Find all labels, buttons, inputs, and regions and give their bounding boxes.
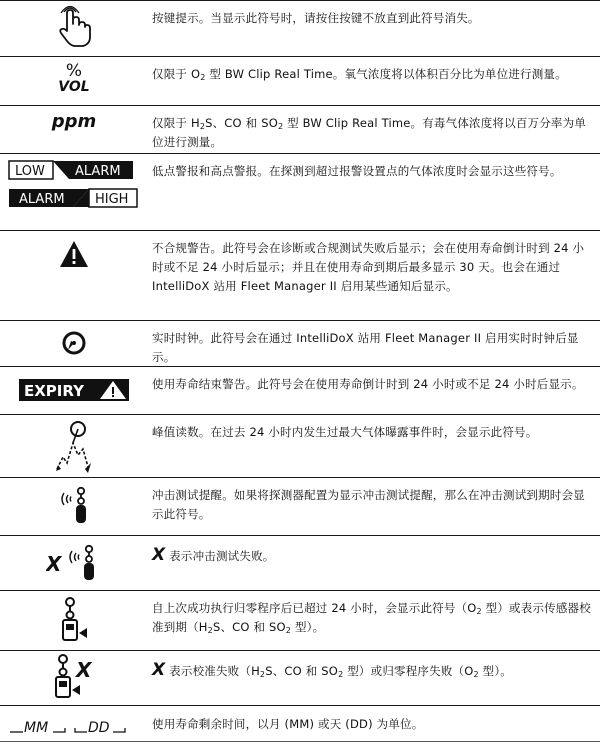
table-row (0, 535, 600, 587)
calibration-fail-icon (0, 650, 148, 702)
table-bottom-border (0, 741, 600, 742)
table-row (0, 414, 600, 480)
alarm-label-2: ALARM (19, 192, 65, 207)
row-description: 仅限于 $O_2$ 型 BW Clip Real Time。氧气浓度将以体积百分比为单位进行测量。 (152, 67, 567, 82)
low-label: LOW (15, 164, 45, 179)
table-row (0, 320, 600, 366)
table-row (0, 56, 600, 102)
calibration-icon (0, 590, 148, 648)
row-description: 实时时钟。此符号会在通过 IntelliDoX 站用 Fleet Manager II 启用实时时钟后显示。 (152, 331, 579, 364)
fail-x-label: X (46, 552, 62, 576)
table-row (0, 650, 600, 702)
table-row (0, 477, 600, 533)
table-row (0, 705, 600, 745)
dd-label: DD (88, 720, 110, 736)
peak-icon (0, 414, 148, 480)
row-description: 自上次成功执行归零程序后已超过 24 小时，会显示此符号（$O_2$ 型）或表示传感器校准到期（$H_2S$、CO 和 $SO_2$ 型）。 (152, 601, 591, 635)
table-row (0, 230, 600, 316)
cal-fail-x-glyph: X (152, 660, 166, 680)
cal-fail-x-label: X (76, 658, 92, 682)
percent-vol-icon (0, 56, 148, 102)
row-description: X 表示冲击测试失败。 (152, 545, 275, 565)
expiry-label: EXPIRY (24, 382, 84, 400)
row-description: 低点警报和高点警报。在探测到超过报警设置点的气体浓度时会显示这些符号。 (152, 164, 562, 178)
low-high-alarm-icon (0, 153, 148, 217)
mm-label: MM (24, 720, 49, 736)
row-description: 仅限于 $H_2S$、CO 和 $SO_2$ 型 BW Clip Real Time。有毒气体浓度将以百万分率为单位进行测量。 (152, 116, 587, 149)
high-label: HIGH (95, 192, 129, 207)
alarm-label: ALARM (75, 164, 121, 179)
row-description: 峰值读数。在过去 24 小时内发生过最大气体曝露事件时，会显示此符号。 (152, 425, 538, 439)
table-row (0, 590, 600, 648)
table-row (0, 366, 600, 414)
bump-test-icon (0, 477, 148, 533)
row-description: 不合规警告。此符号会在诊断或合规测试失败后显示；会在使用寿命倒计时到 24 小时或不足 24 小时后显示；并且在使用寿命到期后最多显示 30 天。也会在通过 IntelliDoX 站用 Fleet Manager II 启用某些通知后显示。 (152, 241, 585, 293)
row-description: 使用寿命结束警告。此符号会在使用寿命倒计时到 24 小时或不足 24 小时后显示。 (152, 377, 584, 391)
clock-icon (0, 320, 148, 366)
ppm-label: ppm (51, 111, 97, 132)
vol-label: VOL (58, 79, 90, 95)
mm-dd-icon (0, 705, 148, 745)
row-description: 使用寿命剩余时间，以月 (MM) 或天 (DD) 为单位。 (152, 717, 424, 731)
table-row (0, 0, 600, 52)
percent-label: % (65, 61, 83, 81)
fail-x-glyph: X (152, 545, 166, 565)
bump-fail-icon (0, 535, 148, 587)
hand-press-icon (0, 0, 148, 52)
row-description: 冲击测试提醒。如果将探测器配置为显示冲击测试提醒，那么在冲击测试到期时会显示此符号。 (152, 488, 585, 521)
ppm-icon (0, 105, 148, 151)
expiry-icon (0, 366, 148, 414)
row-description: X 表示校准失败（$H_2S$、CO 和 $SO_2$ 型）或归零程序失败（$O_2$ 型）。 (152, 660, 512, 680)
warning-icon (0, 230, 148, 316)
table-row (0, 105, 600, 151)
row-description: 按键提示。当显示此符号时，请按住按键不放直到此符号消失。 (152, 11, 480, 25)
table-row (0, 153, 600, 217)
